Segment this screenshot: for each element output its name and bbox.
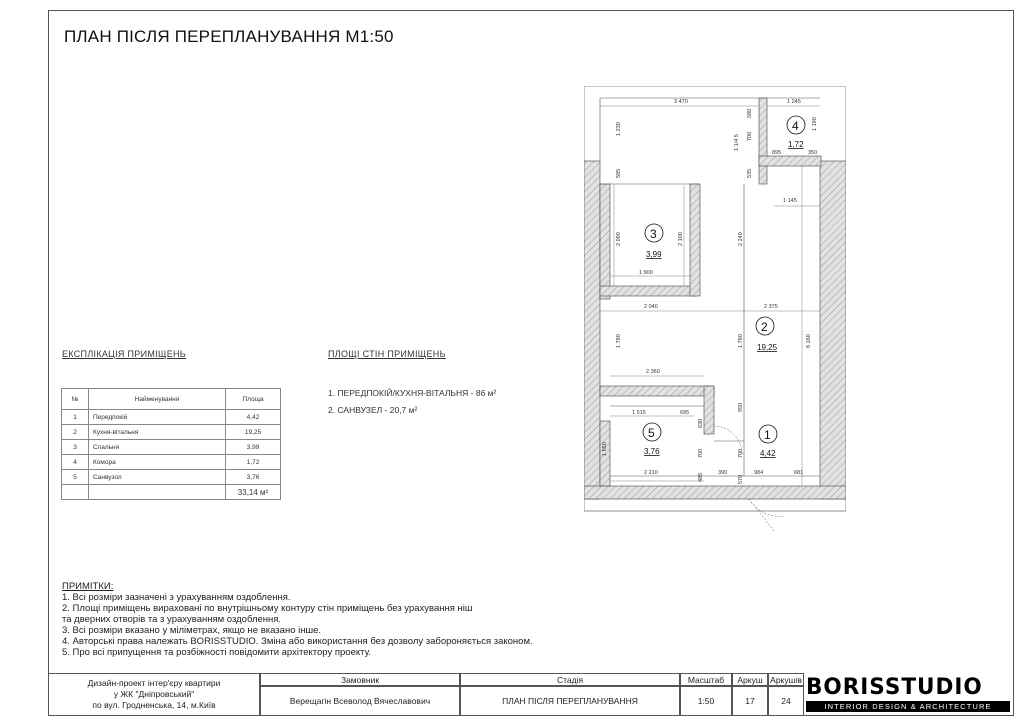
door-swings (714, 426, 784, 531)
room-area: 3,76 (644, 447, 660, 456)
room-area: 19,25 (757, 343, 778, 352)
client-name: Верещагін Всеволод Вячеславович (260, 686, 460, 716)
plan-outline (584, 86, 846, 511)
dim-text: 2 210 (644, 470, 658, 476)
wall-area-item: 2. САНВУЗЕЛ - 20,7 м² (328, 405, 418, 415)
row-name: Спальня (89, 440, 226, 455)
row-name: Кухня-вітальня (89, 425, 226, 440)
dim-text: 580 (747, 108, 753, 118)
dim-text: 681 (794, 470, 804, 476)
dim-text: 1 230 (616, 122, 622, 136)
row-area: 3,99 (226, 440, 281, 455)
notes (62, 581, 533, 658)
row-no: 4 (62, 455, 89, 470)
wall-areas-list (328, 385, 496, 419)
dim-text: 1 1/4 5 (734, 134, 740, 151)
room-marker-5 (643, 423, 661, 456)
row-area: 3,76 (226, 470, 281, 485)
row-no: 1 (62, 410, 89, 425)
dim-text: 950 (738, 402, 744, 412)
header-name: Найменування (89, 389, 226, 410)
explication-title: ЕКСПЛІКАЦІЯ ПРИМІЩЕНЬ (62, 349, 187, 359)
table-row (62, 410, 281, 425)
row-name: Комора (89, 455, 226, 470)
note-line: 1. Всі розміри зазначені з урахуванням оздоблення. (62, 592, 291, 603)
room-area: 3,99 (646, 250, 662, 259)
total-area: 33,14 м² (226, 485, 281, 500)
room-number: 4 (792, 119, 799, 133)
dim-text: 2 090 (616, 232, 622, 246)
wall-areas-title: ПЛОЩІ СТІН ПРИМІЩЕНЬ (328, 349, 446, 359)
notes-title: ПРИМІТКИ: (62, 581, 114, 592)
dim-text: 1 190 (812, 117, 818, 131)
project-description (88, 678, 221, 711)
dim-text: 1 780 (738, 334, 744, 348)
dim-text: 700 (747, 131, 753, 141)
scale-header: Масштаб (680, 673, 732, 686)
dim-text: 2 360 (646, 369, 660, 375)
table-row (62, 470, 281, 485)
explication-table (61, 388, 281, 500)
dim-text: 1 900 (639, 270, 653, 276)
room-area: 4,42 (760, 449, 776, 458)
room-marker-2 (756, 317, 778, 352)
row-no: 3 (62, 440, 89, 455)
row-name: Санвузол (89, 470, 226, 485)
dim-text: 585 (616, 168, 622, 178)
note-line: 4. Авторські права належать BORISSTUDIO. Зміна або використання без дозволу забороняється законом. (62, 636, 533, 647)
room-marker-4 (787, 116, 805, 149)
studio-logo (806, 676, 1010, 714)
walls (584, 98, 846, 499)
room-number: 5 (648, 426, 655, 440)
dim-text: 535 (747, 168, 753, 178)
header-no: № (62, 389, 89, 410)
dim-text: 2 240 (738, 232, 744, 246)
room-number: 3 (650, 227, 657, 241)
note-line: та дверних отворів та з урахуванням оздоблення. (62, 614, 282, 625)
dim-text: 570 (738, 474, 744, 484)
client-header: Замовник (260, 673, 460, 686)
total-empty-name (89, 485, 226, 500)
dim-text: 3 470 (674, 99, 688, 105)
header-area: Площа (226, 389, 281, 410)
note-line: 5. Про всі припущення та розбіжності повідомити архітектору проекту. (62, 647, 372, 658)
sheet-title: ПЛАН ПІСЛЯ ПЕРЕПЛАНУВАННЯ М1:50 (64, 27, 394, 46)
dim-text: 1 245 (787, 99, 801, 105)
wall-area-item: 1. ПЕРЕДПОКІЙ/КУХНЯ-ВІТАЛЬНЯ - 86 м² (328, 388, 497, 398)
table-row (62, 425, 281, 440)
dim-text: 895 (772, 150, 782, 156)
note-line: 2. Площі приміщень вираховані по внутрішньому контуру стін приміщень без урахування ніш (62, 603, 473, 614)
room-number: 2 (761, 320, 768, 334)
sheets-total: 24 (768, 686, 804, 716)
dim-text: 2 040 (644, 304, 658, 310)
dim-text: 6 160 (806, 334, 812, 348)
floor-plan (584, 86, 846, 542)
dim-text: 984 (754, 470, 764, 476)
dim-text: 1 145 (783, 198, 797, 204)
logo-sub: INTERIOR DESIGN & ARCHITECTURE (806, 701, 1010, 712)
room-area: 1,72 (788, 140, 804, 149)
dim-text: 1 780 (616, 334, 622, 348)
project-line: Дизайн-проект інтер'єру квартири (87, 678, 221, 688)
stage-value: ПЛАН ПІСЛЯ ПЕРЕПЛАНУВАННЯ (460, 686, 680, 716)
dim-text: 390 (718, 470, 728, 476)
table-row (62, 455, 281, 470)
room-number: 1 (764, 428, 771, 442)
logo-main: BORISSTUDIO (806, 675, 983, 700)
dim-text: 485 (698, 472, 704, 482)
row-no: 5 (62, 470, 89, 485)
row-area: 19,25 (226, 425, 281, 440)
project-line: по вул. Гродненська, 14, м.Київ (92, 700, 216, 710)
dim-text: 1 650 (602, 442, 608, 456)
row-area: 1,72 (226, 455, 281, 470)
dim-text: 350 (808, 150, 818, 156)
project-cell (48, 673, 260, 716)
dim-text: 700 (698, 448, 704, 458)
room-marker-1 (759, 425, 777, 458)
row-area: 4,42 (226, 410, 281, 425)
table-header-row (62, 389, 281, 410)
total-empty (62, 485, 89, 500)
dim-text: 695 (680, 410, 690, 416)
dim-text: 1 515 (632, 410, 646, 416)
dim-text: 630 (698, 418, 704, 428)
scale-value: 1:50 (680, 686, 732, 716)
row-name: Передпокій (89, 410, 226, 425)
note-line: 3. Всі розміри вказано у міліметрах, якщо не вказано інше. (62, 625, 322, 636)
row-no: 2 (62, 425, 89, 440)
sheet-header: Аркуш (732, 673, 768, 686)
dim-text: 2 100 (678, 232, 684, 246)
sheet-number: 17 (732, 686, 768, 716)
dim-text: 2 375 (764, 304, 778, 310)
dim-text: 700 (738, 448, 744, 458)
table-total-row (62, 485, 281, 500)
sheets-header: Аркушів (768, 673, 804, 686)
project-line: у ЖК "Дніпровський" (113, 689, 195, 699)
room-marker-3 (645, 224, 663, 259)
table-row (62, 440, 281, 455)
stage-header: Стадія (460, 673, 680, 686)
